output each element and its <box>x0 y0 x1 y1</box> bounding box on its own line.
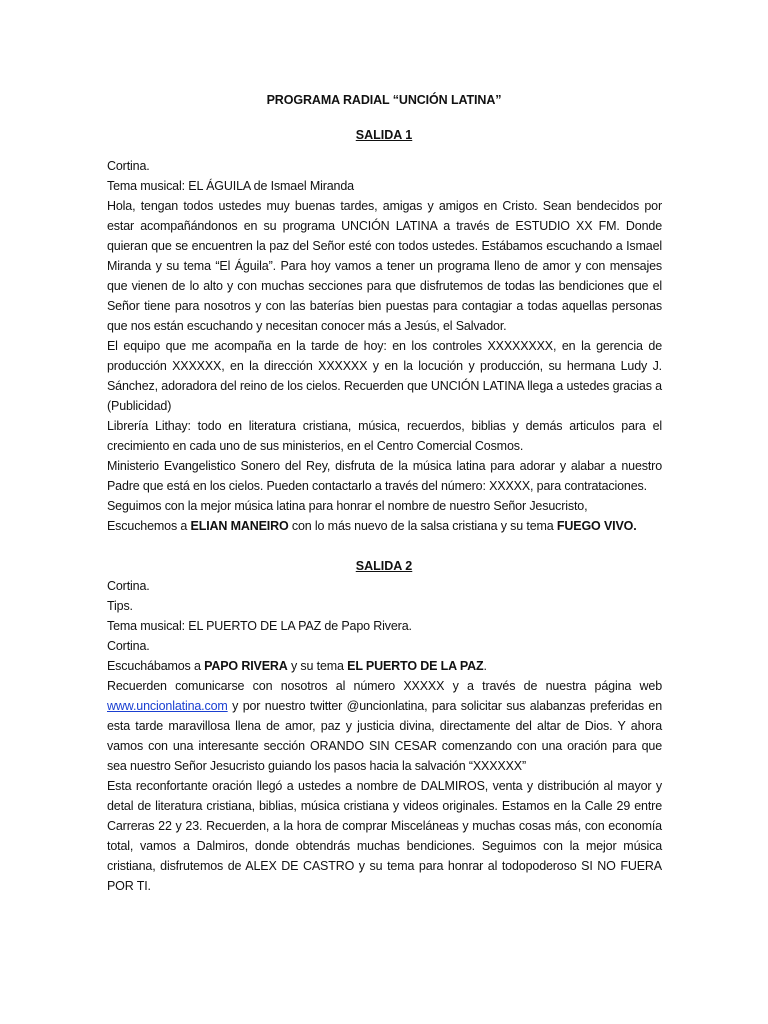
escuchemos-song: FUEGO VIVO. <box>556 519 637 533</box>
salida-2-recuerden-line-1: Recuerden comunicarse con nosotros al número XXXXX y a través de nuestra página web <box>107 679 662 693</box>
document-title: PROGRAMA RADIAL “UNCIÓN LATINA” <box>266 93 502 107</box>
salida-2-cortina-1: Cortina. <box>107 579 150 593</box>
escuchabamos-prefix: Escuchábamos a <box>107 659 205 673</box>
escuchemos-artist: ELIAN MANEIRO <box>190 519 289 533</box>
salida-1-tema-musical: Tema musical: EL ÁGUILA de Ismael Miranda <box>107 179 354 193</box>
salida-1-ministerio-paragraph: Ministerio Evangelistico Sonero del Rey, disfruta de la música latina para adorar y alabar a nuestro Padre que está en los cielos. Pueden contactarlo a través del número: XXXXX, para contrataciones. <box>107 459 662 493</box>
salida-2-tema-musical: Tema musical: EL PUERTO DE LA PAZ de Papo Rivera. <box>107 619 412 633</box>
salida-1-equipo-paragraph: El equipo que me acompaña en la tarde de hoy: en los controles XXXXXXXX, en la gerencia de producción XXXXXX, en la dirección XXXXXX y en la locución y producción, su hermana Ludy J. Sánchez, adoradora del reino de los cielos. Recuerden que UNCIÓN LATINA llega a ustedes gracias a (Publicidad) <box>107 339 662 413</box>
recuerden-rest: y por nuestro twitter @uncionlatina, para solicitar sus alabanzas preferidas en esta tarde maravillosa llena de amor, paz y justicia divina, directamente del altar de Dios. Y ahora vamos con una interesante sección ORANDO SIN CESAR comenzando con una oración para que sea nuestro Señor Jesucristo guiando los pasos hacia la salvación “XXXXXX” <box>107 699 662 773</box>
salida-2-body <box>107 576 662 896</box>
escuchemos-middle: con lo más nuevo de la salsa cristiana y su tema <box>288 519 557 533</box>
escuchabamos-end: . <box>483 659 487 673</box>
escuchabamos-song: EL PUERTO DE LA PAZ <box>347 659 484 673</box>
salida-1-heading <box>0 127 768 143</box>
salida-1-heading-text: SALIDA 1 <box>355 128 413 142</box>
salida-1-seguimos-paragraph: Seguimos con la mejor música latina para honrar el nombre de nuestro Señor Jesucristo, <box>107 499 588 513</box>
salida-1-cortina: Cortina. <box>107 159 150 173</box>
website-link[interactable]: www.uncionlatina.com <box>107 699 228 713</box>
salida-2-heading <box>0 558 768 574</box>
salida-1-libreria-paragraph: Librería Lithay: todo en literatura cristiana, música, recuerdos, biblias y demás articulos para el crecimiento en cada uno de sus ministerios, en el Centro Comercial Cosmos. <box>107 419 662 453</box>
salida-1-body <box>107 156 662 536</box>
salida-1-intro-paragraph: Hola, tengan todos ustedes muy buenas tardes, amigas y amigos en Cristo. Sean bendecidos por estar acompañándonos en su programa UNCIÓN LATINA a través de ESTUDIO XX FM. Donde quieran que se encuentren la paz del Señor esté con todos ustedes. Estábamos escuchando a Ismael Miranda y su tema “El Águila”. Para hoy vamos a tener un programa lleno de amor y con mensajes que vienen de lo alto y con muchas secciones para que disfrutemos de todas las bendiciones que el Señor tiene para nosotros y con las baterías bien puestas para contagiar a todas aquellas personas que nos están escuchando y necesitan conocer más a Jesús, el Salvador. <box>107 199 662 333</box>
escuchemos-prefix: Escuchemos a <box>107 519 191 533</box>
salida-1-escuchemos-paragraph <box>107 516 662 536</box>
salida-2-heading-text: SALIDA 2 <box>355 559 413 573</box>
escuchabamos-middle: y su tema <box>287 659 348 673</box>
salida-2-oracion-paragraph: Esta reconfortante oración llegó a ustedes a nombre de DALMIROS, venta y distribución al mayor y detal de literatura cristiana, biblias, música cristiana y videos originales. Estamos en la Calle 29 entre Carreras 22 y 23. Recuerden, a la hora de comprar Misceláneas y muchas cosas más, con economía total, vamos a Dalmiros, donde obtendrás muchas bendiciones. Seguimos con la mejor música cristiana, disfrutemos de ALEX DE CASTRO y su tema para honrar al todopoderoso SI NO FUERA POR TI. <box>107 779 662 893</box>
salida-2-recuerden-paragraph <box>107 696 662 776</box>
escuchabamos-artist: PAPO RIVERA <box>204 659 288 673</box>
salida-2-tips: Tips. <box>107 599 133 613</box>
salida-2-escuchabamos-paragraph <box>107 656 662 676</box>
salida-2-cortina-2: Cortina. <box>107 639 150 653</box>
